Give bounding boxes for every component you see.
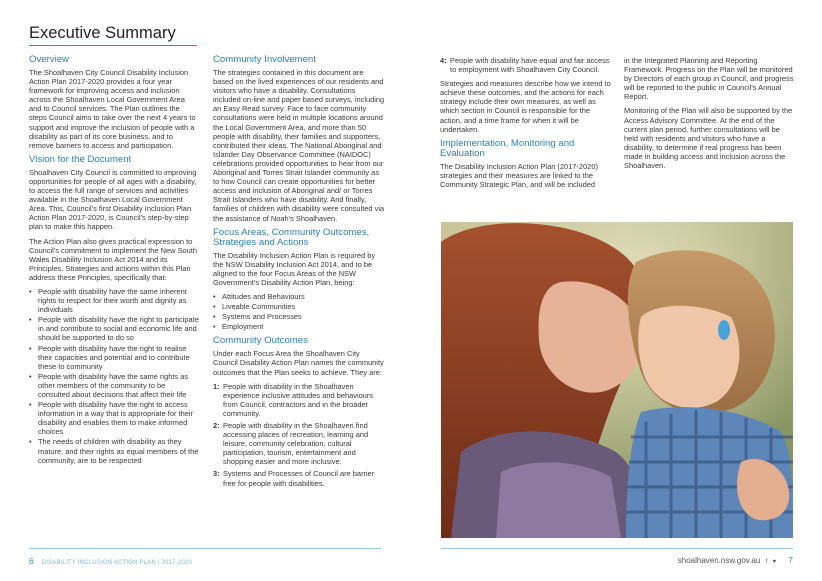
footer-document-title: DISABILITY INCLUSION ACTION PLAN | 2017-2020 (41, 560, 192, 566)
list-item: • Systems and Processes (213, 312, 385, 321)
focus-paragraph: The Disability Inclusion Action Plan is required by the NSW Disability Inclusion Act 2014, and to be aligned to the four Focus Areas of the NSW Government's Disability Action Plan, being: (213, 250, 376, 287)
footer-divider-right (441, 548, 793, 549)
page-title: Executive Summary (29, 24, 176, 42)
list-item: • People with disability have the right to realise their capacities and potential and to contribute these to community (29, 344, 199, 371)
outcome-text: People with disability in the Shoalhaven experience inclusive attitudes and behaviours from Council, contractors and in the broader community. (223, 381, 374, 418)
vision-paragraph-2: The Action Plan also gives practical expression to Council's commitment to implement the New South Wales Disability Inclusion Act 2014 and its Principles. Strategies and actions within this Plan address these Principles, specifically that: (29, 236, 198, 282)
column-4 (624, 56, 794, 175)
photo-mother-and-child (441, 222, 793, 538)
monitoring-paragraph: Monitoring of the Plan will also be supported by the Access Advisory Committee. At the end of the current plan period, further consultations will be held with residents and visitors who have a disability, to determine if real progress has been made in building access and inclusion across the Shoalhaven. (624, 106, 793, 171)
involvement-heading: Community Involvement (213, 54, 316, 65)
page-number-left: 6 (29, 556, 34, 566)
outcome-text: People with disability in the Shoalhaven find accessing places of recreation, learning and leisure, community celebration, cultural participation, tourism, entertainment and shopping easier and more inclusive. (223, 421, 369, 467)
outcome-text: Systems and Processes of Council are barrier free for people with disabilities. (223, 469, 375, 488)
overview-heading: Overview (29, 54, 69, 65)
overview-paragraph: The Shoalhaven City Council Disability Inclusion Action Plan 2017-2020 provides a four year framework for improving access and inclusion across the Shoalhaven Local Government Area and to Council services. The Plan outlines the steps Council aims to take over the next 4 years to support and improve the inclusion of people with a disability as part of its core business, and to remove barriers to access and participation. (29, 68, 196, 150)
list-item (213, 469, 385, 487)
list-item: • People with disability have the right to participate in and contribute to social and economic life and should be supported to do so (29, 315, 199, 342)
outcome-number: 2: (213, 421, 220, 430)
list-item (213, 382, 385, 418)
column-3 (440, 56, 612, 194)
column-2 (213, 55, 385, 493)
title-underline (29, 45, 197, 46)
list-item: • People with disability have the right to access information in a way that is appropriate for their disability and enables them to make informed choices (29, 400, 199, 436)
list-item (213, 421, 385, 466)
outcomes-list-continued (440, 56, 612, 74)
focus-areas-list (213, 292, 385, 331)
list-item: • Attitudes and Behaviours (213, 292, 385, 301)
list-item: • Liveable Communities (213, 302, 385, 311)
vision-heading: Vision for the Document (29, 153, 132, 165)
framework-paragraph: in the Integrated Planning and Reporting Framework. Progress on the Plan will be monitored by Directors of each group in Council, and progress will be reported to the public in Council's Annual Report. (624, 56, 794, 102)
outcomes-list (213, 382, 385, 488)
strategies-paragraph: Strategies and measures describe how we intend to achieve these outcomes, and the actions for each strategy include their own measures, as well as which section in Council is responsible for the action, and a time frame for when it will be undertaken. (440, 79, 611, 134)
outcomes-heading: Community Outcomes (213, 335, 308, 347)
outcome-text: People with disability have equal and fair access to employment with Shoalhaven City Council. (450, 56, 610, 75)
page-number-right: 7 (788, 555, 793, 565)
list-item: • People with disability have the same inherent rights to respect for their worth and dignity as individuals (29, 287, 199, 314)
focus-heading: Focus Areas, Community Outcomes, Strategies and Actions (213, 226, 370, 248)
implementation-heading: Implementation, Monitoring and Evaluation (440, 137, 575, 159)
website-url: shoalhaven.nsw.gov.au (677, 556, 761, 565)
list-item: • People with disability have the same rights as other members of the community to be consulted about decisions that affect their life (29, 372, 199, 399)
footer-right (678, 555, 793, 565)
list-item: • Employment (213, 322, 385, 331)
facebook-icon: f (765, 559, 768, 565)
principles-list (29, 287, 199, 465)
footer-left (29, 556, 192, 566)
column-1 (29, 55, 199, 470)
outcomes-paragraph: Under each Focus Area the Shoalhaven City Council Disability Action Plan names the community outcomes that the Plan seeks to achieve. They are: (213, 349, 384, 377)
footer-divider-left (29, 548, 381, 549)
outcome-number: 3: (213, 469, 220, 479)
implementation-paragraph: The Disability Inclusion Action Plan (2017-2020) strategies and their measures are linked to the Community Strategic Plan, and will be included (440, 161, 598, 189)
vision-paragraph-1: Shoalhaven City Council is committed to improving opportunities for people of all ages with a disability, to access the full range of services and activities available in the Shoalhaven Local Government Area. This, Council's first Disability Inclusion Plan Action Plan 2017-2020, is Council's step-by-step plan to make this happen. (29, 167, 197, 232)
involvement-paragraph: The strategies contained in this document are based on the lived experiences of our residents and visitors who have a disability. Consultations included on-line and paper based surveys, including an Easy Read survey. Face to face community consultations were held in multiple locations around the Local Government Area, and more than 50 people with disability, their families and supporters, contributed their ideas. The National Aboriginal and Islander Day Observance Committee (NAIDOC) celebrations provided opportunities to hear from our Aboriginal and Torres Strait Islander community as to how Council can create opportunities for better access and inclusion of Aboriginal and/ or Torres Strait Islanders who have disability. And finally, families of children with disability were consulted via the assistance of Noah's Shoalhaven. (213, 68, 385, 223)
outcome-number: 1: (213, 381, 220, 391)
twitter-icon: ♥ (772, 559, 777, 565)
outcome-number: 4: (440, 56, 447, 65)
list-item (440, 56, 612, 74)
list-item: • The needs of children with disability as they mature, and their rights as equal members of the community, are to be respected (29, 437, 199, 464)
